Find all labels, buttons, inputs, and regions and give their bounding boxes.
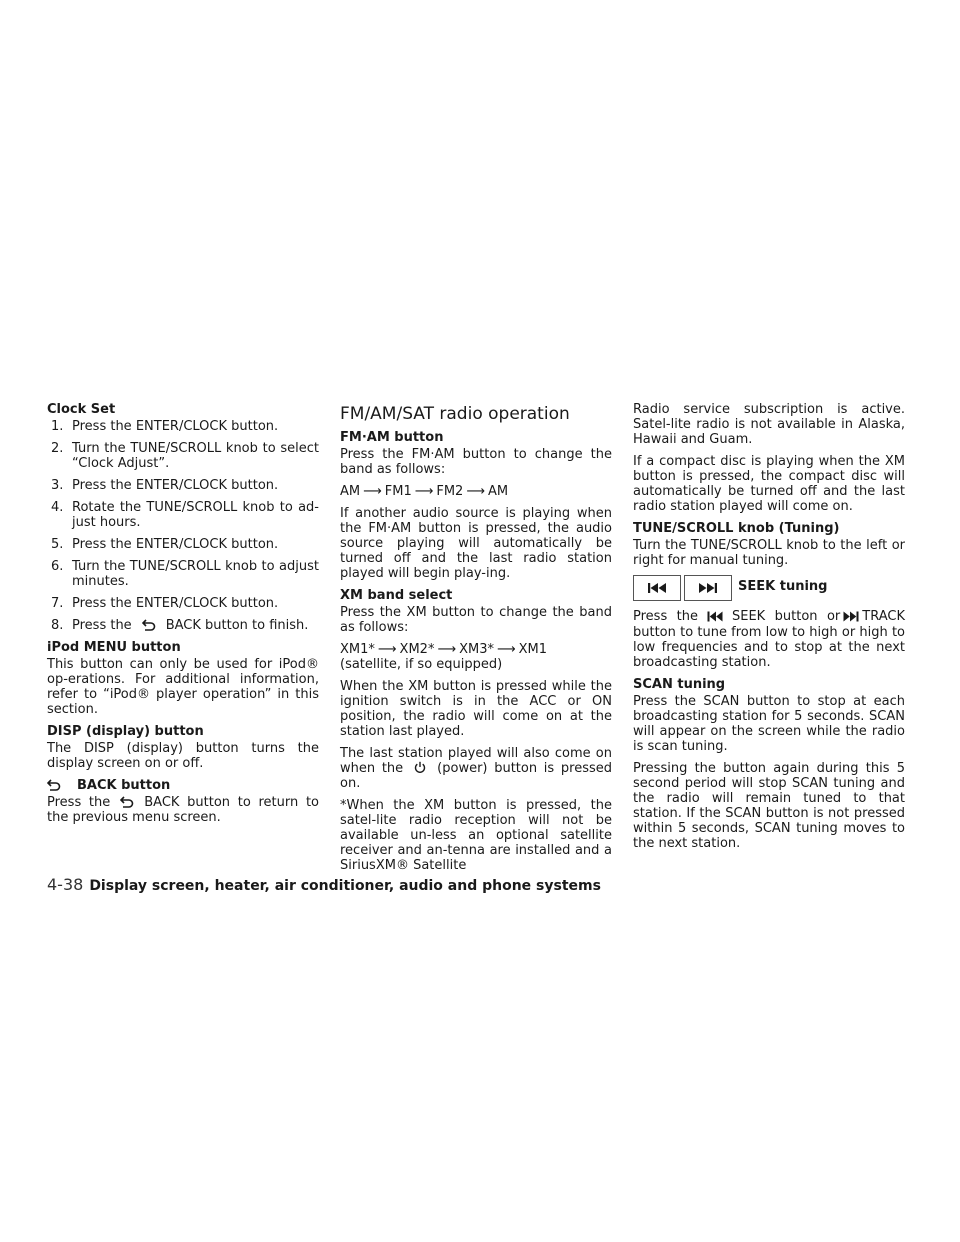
fmam-text: Press the FM·AM button to change the band as follows: [340, 447, 612, 477]
xm-text-2: When the XM button is pressed while the ignition switch is in the ACC or ON position, the radio will come on at the station last played. [340, 679, 612, 739]
back-arrow-icon [47, 779, 77, 793]
clock-step: 5. Press the ENTER/CLOCK button. [51, 537, 279, 552]
ipod-menu-text: This button can only be used for iPod® op-erations. For additional information, refer to “iPod® player operation” in this section. [47, 657, 319, 717]
page-number: 4-38 [47, 875, 84, 894]
clock-step: 7. Press the ENTER/CLOCK button. [51, 596, 279, 611]
continued-text: Radio service subscription is active. Satel-lite radio is not available in Alaska, Hawaii and Guam. [633, 402, 905, 447]
back-button-text: Press the BACK button to return to the previous menu screen. [47, 795, 319, 825]
xm-sequence: XM1* ⟶ XM2* ⟶ XM3* ⟶ XM1 (satellite, if so equipped) [340, 642, 548, 672]
seek-text: Press the SEEK button or TRACK button to tune from low to high or high to low frequencies and to stop at the next broadcasting station. [633, 609, 905, 670]
right-arrow-icon: ⟶ [414, 484, 434, 499]
right-arrow-icon: ⟶ [363, 484, 382, 499]
xm-note: *When the XM button is pressed, the satel-lite radio reception will not be available un-less an optional satellite receiver and an-tenna are installed and a SiriusXM® Satellite [340, 798, 612, 873]
tune-heading: TUNE/SCROLL knob (Tuning) [633, 521, 840, 536]
clock-step: 8. Press the BACK button to finish. [51, 618, 309, 633]
seek-forward-icon [684, 575, 732, 601]
clock-step: 4. Rotate the TUNE/SCROLL knob to ad-just hours. [51, 500, 319, 530]
right-arrow-icon: ⟶ [466, 484, 485, 499]
fmam-text-2: If another audio source is playing when the FM·AM button is pressed, the audio source playing will automatically be turned off and the last radio station played will begin play-ing. [340, 506, 612, 581]
clock-step: 6. Turn the TUNE/SCROLL knob to adjust minutes. [51, 559, 319, 589]
scan-text: Press the SCAN button to stop at each broadcasting station for 5 seconds. SCAN will appear on the screen while the radio is scan tuning. [633, 694, 905, 754]
clock-step: 3. Press the ENTER/CLOCK button. [51, 478, 279, 493]
clock-set-heading: Clock Set [47, 402, 116, 417]
chapter-title: Display screen, heater, air conditioner, audio and phone systems [89, 878, 601, 894]
tune-text: Turn the TUNE/SCROLL knob to the left or right for manual tuning. [633, 538, 905, 568]
column-1 [47, 402, 319, 832]
section-title: FM/AM/SAT radio operation [340, 404, 570, 424]
seek-buttons-figure [633, 575, 905, 601]
seek-forward-icon [840, 611, 862, 625]
disp-heading: DISP (display) button [47, 724, 204, 739]
seek-back-icon [633, 575, 681, 601]
last-station-text: The last station played will also come on when the (power) button is pressed on. [340, 746, 613, 791]
column-3 [633, 402, 905, 858]
right-arrow-icon: ⟶ [377, 642, 397, 657]
seek-heading: SEEK tuning [738, 579, 828, 594]
column-2 [340, 402, 612, 880]
seek-back-icon [698, 611, 732, 625]
clock-step: 1. Press the ENTER/CLOCK button. [51, 419, 279, 434]
back-button-heading: BACK button [47, 778, 319, 793]
right-arrow-icon: ⟶ [437, 642, 457, 657]
power-icon [403, 761, 437, 775]
xm-heading: XM band select [340, 588, 453, 603]
disp-text: The DISP (display) button turns the display screen on or off. [47, 741, 319, 771]
fmam-heading: FM·AM button [340, 430, 444, 445]
fmam-sequence: AM ⟶ FM1 ⟶ FM2 ⟶ AM [340, 484, 509, 499]
xm-text: Press the XM button to change the band as follows: [340, 605, 612, 635]
clock-steps [47, 419, 319, 633]
clock-step: 2. Turn the TUNE/SCROLL knob to select “Clock Adjust”. [51, 441, 319, 471]
scan-text-2: Pressing the button again during this 5 second period will stop SCAN tuning and the radio will remain tuned to that station. If the SCAN button is not pressed within 5 seconds, SCAN tuning moves to the next station. [633, 761, 905, 851]
scan-heading: SCAN tuning [633, 677, 726, 692]
back-arrow-icon [110, 796, 144, 810]
right-arrow-icon: ⟶ [497, 642, 516, 657]
compact-disc-text: If a compact disc is playing when the XM button is pressed, the compact disc will automatically be turned off and the last radio station played will come on. [633, 454, 905, 514]
page-footer [47, 877, 647, 894]
ipod-menu-heading: iPod MENU button [47, 640, 181, 655]
back-arrow-icon [132, 619, 166, 633]
